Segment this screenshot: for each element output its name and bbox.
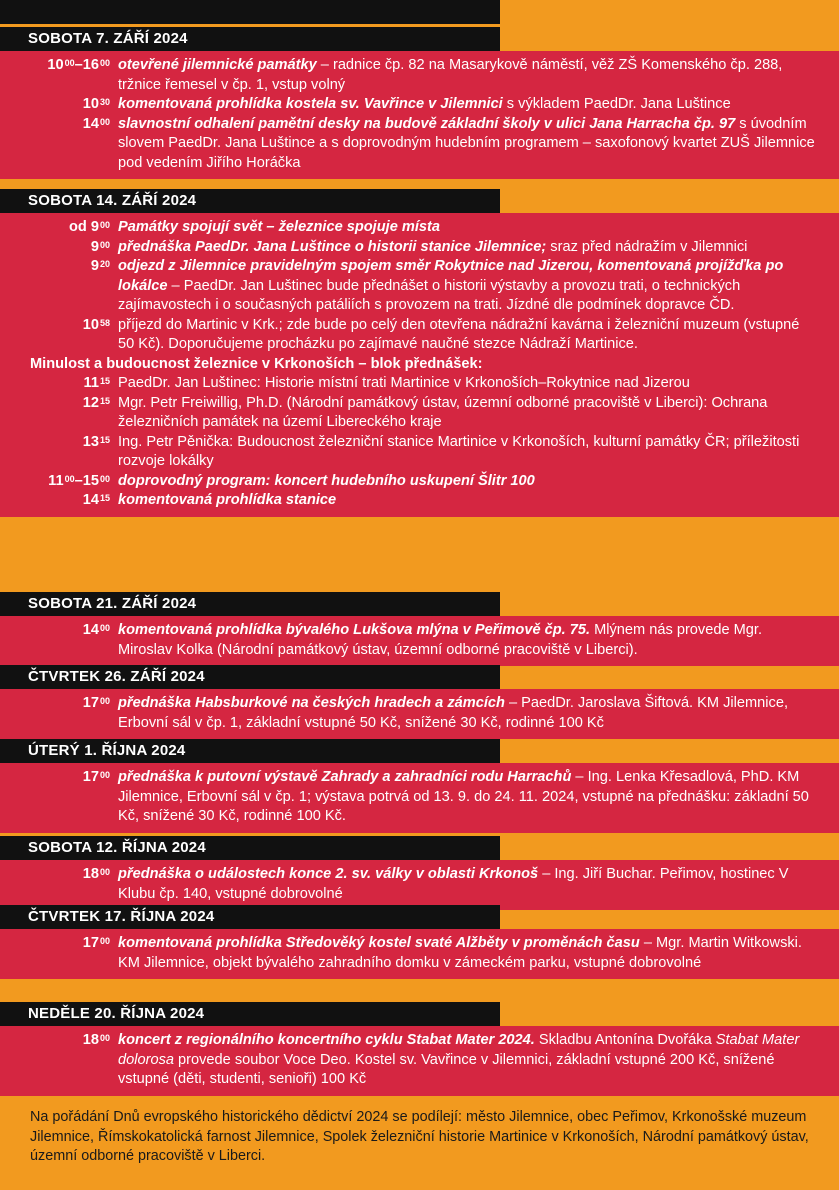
event-title: komentovaná prohlídka stanice [118, 492, 337, 508]
event-text [118, 115, 839, 174]
event-row [0, 433, 839, 472]
event-work-title: Stabat Mater dolorosa [118, 1032, 800, 1068]
day-events [0, 51, 839, 179]
time-minutes: 00 [64, 58, 75, 68]
event-title: doprovodný program: koncert hudebního uskupení Šlitr 100 [118, 472, 535, 489]
day-header: ÚTERÝ 1. ŘÍJNA 2024 [0, 739, 500, 763]
time-minutes: 00 [99, 220, 110, 230]
event-details: – Mgr. Martin Witkowski. KM Jilemnice, objekt bývalého zahradního domku v zámeckém parku, vstupné dobrovolné [118, 935, 802, 971]
day-section [0, 189, 839, 517]
time-minutes: 00 [99, 1033, 110, 1043]
event-text [118, 491, 839, 511]
event-time [0, 115, 118, 174]
event-details: – Ing. Lenka Křesadlová, PhD. KM Jilemnice, Erbovní sál v čp. 1; výstava potrvá od 13. 9. do 24. 11. 2024, vstupné na přednášku: základní 50 Kč, snížené 30 Kč, rodinné 100 Kč. [118, 769, 809, 824]
event-text [118, 768, 839, 827]
event-row [0, 694, 839, 733]
event-details: – PaedDr. Jaroslava Šiftová. KM Jilemnice, Erbovní sál v čp. 1, základní vstupné 50 Kč, snížené 30 Kč, rodinné 100 Kč [118, 695, 788, 731]
time-hour: 10 [47, 57, 64, 73]
day-section [0, 836, 839, 910]
event-row [0, 316, 839, 355]
event-text [118, 621, 839, 660]
event-row [0, 491, 839, 511]
day-header: NEDĚLE 20. ŘÍJNA 2024 [0, 1002, 500, 1026]
event-row [0, 115, 839, 174]
top-black-block [0, 0, 500, 24]
time-hour: 18 [82, 1032, 99, 1048]
time-hour: 17 [82, 769, 99, 785]
event-details: Mgr. Petr Freiwillig, Ph.D. (Národní památkový ústav, územní odborné pracoviště v Liberci): Ochrana železničních památek na území Libereckého kraje [118, 394, 768, 430]
event-time [0, 374, 118, 394]
event-time [0, 433, 118, 472]
event-time [0, 95, 118, 115]
time-minutes: 00 [99, 623, 110, 633]
event-row [0, 934, 839, 973]
time-hour: 17 [82, 695, 99, 711]
day-section [0, 905, 839, 979]
event-title: komentovaná prohlídka kostela sv. Vavřince v Jilemnici [118, 96, 503, 112]
event-title: odjezd z Jilemnice pravidelným spojem směr Rokytnice nad Jizerou, komentovaná projížďka po lokálce [118, 258, 784, 294]
event-time [0, 934, 118, 973]
event-row [0, 95, 839, 115]
event-time [0, 1031, 118, 1090]
event-details: s úvodním slovem PaedDr. Jana Luštince a s doprovodným hudebním programem – saxofonový kvartet ZUŠ Jilemnice pod vedením Jiřího Horáčka [118, 115, 815, 171]
day-section [0, 1002, 839, 1096]
day-section [0, 27, 839, 179]
time-minutes: 58 [99, 317, 110, 328]
time-minutes: 30 [99, 97, 110, 107]
time-minutes: 00 [99, 239, 110, 250]
lecture-block-title: Minulost a budoucnost železnice v Krkonoších – blok přednášek: [30, 355, 483, 372]
event-text [118, 95, 839, 115]
time-hour: 10 [82, 96, 99, 112]
event-text [118, 316, 839, 355]
event-text [118, 374, 839, 394]
time-end-minutes: 00 [99, 58, 110, 68]
time-end-hour: –15 [74, 472, 99, 489]
time-hour: 12 [82, 394, 99, 411]
time-minutes: 00 [99, 696, 110, 706]
time-hour: 14 [82, 115, 99, 132]
time-hour: 13 [82, 433, 99, 450]
event-text [118, 218, 839, 238]
time-minutes: 00 [99, 116, 110, 127]
event-details: sraz před nádražím v Jilemnici [546, 238, 748, 255]
event-title: koncert z regionálního koncertního cyklu Stabat Mater 2024. [118, 1032, 535, 1048]
time-end-hour: –16 [74, 57, 99, 73]
event-row [0, 257, 839, 316]
event-time [0, 238, 118, 258]
day-events [0, 1026, 839, 1096]
time-minutes: 00 [64, 473, 75, 484]
event-text [118, 56, 839, 95]
event-time [0, 694, 118, 733]
time-minutes: 15 [99, 434, 110, 445]
event-details: příjezd do Martinic v Krk.; zde bude po celý den otevřena nádražní kavárna i železniční muzeum (vstupné 50 Kč). Doporučujeme procházku po zajímavé naučné stezce Nádraží Martinice. [118, 316, 800, 352]
event-details: – PaedDr. Jan Luštinec bude přednášet o historii výstavby a provozu trati, o technických zajímavostech i o současných patáliích s provozem na trati. Jízdné dle podmínek dopravce ČD. [118, 277, 741, 313]
day-section [0, 592, 839, 666]
event-time [0, 472, 118, 492]
time-hour: 9 [90, 238, 99, 255]
time-hour: 14 [82, 622, 99, 638]
event-text [118, 472, 839, 492]
day-section [0, 665, 839, 739]
event-row [0, 768, 839, 827]
event-text [118, 394, 839, 433]
day-events [0, 689, 839, 739]
event-details: – Ing. Jiří Buchar. Peřimov, hostinec V Klubu čp. 140, vstupné dobrovolné [118, 866, 789, 902]
event-title: slavnostní odhalení pamětní desky na budově základní školy v ulici Jana Harracha čp. 97 [118, 115, 736, 132]
event-details: Mlýnem nás provede Mgr. Miroslav Kolka (Národní památkový ústav, územní odborné pracoviště v Liberci). [118, 622, 763, 658]
event-row [0, 394, 839, 433]
time-minutes: 15 [99, 395, 110, 406]
event-row [0, 374, 839, 394]
event-details-more: provede soubor Voce Deo. Kostel sv. Vavřince v Jilemnici, základní vstupné 200 Kč, snížené vstupné (děti, studenti, senioři) 100 Kč [118, 1051, 775, 1087]
time-hour: od 9 [68, 219, 99, 235]
time-hour: 18 [82, 866, 99, 882]
time-minutes: 00 [99, 936, 110, 946]
time-hour: 11 [83, 375, 99, 391]
time-hour: 17 [82, 935, 99, 951]
day-events [0, 860, 839, 910]
event-time [0, 316, 118, 355]
time-hour: 9 [90, 258, 99, 274]
event-text [118, 257, 839, 316]
day-events [0, 213, 839, 517]
event-row [0, 238, 839, 258]
time-minutes: 20 [99, 259, 110, 269]
event-text [118, 865, 839, 904]
event-time [0, 257, 118, 316]
event-row [0, 621, 839, 660]
event-text [118, 694, 839, 733]
event-row [0, 1031, 839, 1090]
event-time [0, 491, 118, 511]
event-title: přednáška k putovní výstavě Zahrady a zahradníci rodu Harrachů [118, 769, 572, 785]
event-title: komentovaná prohlídka bývalého Lukšova mlýna v Peřimově čp. 75. [118, 622, 591, 638]
day-header: SOBOTA 7. ZÁŘÍ 2024 [0, 27, 500, 51]
event-time [0, 768, 118, 827]
event-time [0, 394, 118, 433]
time-end-minutes: 00 [99, 473, 110, 484]
event-title: přednáška Habsburkové na českých hradech a zámcích [118, 695, 505, 711]
event-details: PaedDr. Jan Luštinec: Historie místní trati Martinice v Krkonoších–Rokytnice nad Jizerou [118, 375, 690, 391]
event-details: Ing. Petr Pěnička: Budoucnost železniční stanice Martinice v Krkonoších, kulturní památky ČR; příležitosti rozvoje lokálky [118, 433, 800, 469]
day-section [0, 739, 839, 833]
event-row [0, 865, 839, 904]
time-hour: 11 [48, 472, 64, 489]
day-events [0, 929, 839, 979]
event-title: přednáška PaedDr. Jana Luštince o historii stanice Jilemnice; [118, 238, 547, 255]
event-text [118, 934, 839, 973]
event-title: komentovaná prohlídka Středověký kostel svaté Alžběty v proměnách času [118, 935, 640, 951]
event-text [118, 1031, 839, 1090]
event-time [0, 56, 118, 95]
event-time [0, 865, 118, 904]
footer-note: Na pořádání Dnů evropského historického dědictví 2024 se podílejí: město Jilemnice, obec Peřimov, Krkonošské muzeum Jilemnice, Římskokatolická farnost Jilemnice, Spolek železniční historie Martinice v Krkonoších, Národní památkový ústav, územní odborné pracoviště v Liberci. [30, 1109, 809, 1164]
event-details: – radnice čp. 82 na Masarykově náměstí, věž ZŠ Komenského čp. 288, tržnice řemesel v čp. 1, vstup volný [118, 57, 783, 93]
time-hour: 10 [82, 316, 99, 333]
day-header: SOBOTA 14. ZÁŘÍ 2024 [0, 189, 500, 213]
day-events [0, 763, 839, 833]
day-header: SOBOTA 21. ZÁŘÍ 2024 [0, 592, 500, 616]
day-header: ČTVRTEK 26. ZÁŘÍ 2024 [0, 665, 500, 689]
time-minutes: 00 [99, 770, 110, 780]
event-title: Památky spojují svět – železnice spojuje místa [118, 219, 441, 235]
event-text [118, 433, 839, 472]
event-title: přednáška o událostech konce 2. sv. války v oblasti Krkonoš [118, 866, 539, 882]
event-row [0, 472, 839, 492]
time-hour: 14 [82, 492, 99, 508]
event-text [118, 238, 839, 258]
event-time [0, 621, 118, 660]
day-events [0, 616, 839, 666]
event-row [0, 56, 839, 95]
event-title: otevřené jilemnické památky [118, 57, 317, 73]
event-time [0, 218, 118, 238]
day-header: ČTVRTEK 17. ŘÍJNA 2024 [0, 905, 500, 929]
time-minutes: 15 [99, 376, 110, 386]
event-row [0, 218, 839, 238]
event-details: Skladbu Antonína Dvořáka [534, 1032, 716, 1048]
time-minutes: 00 [99, 867, 110, 877]
day-header: SOBOTA 12. ŘÍJNA 2024 [0, 836, 500, 860]
event-details: s výkladem PaedDr. Jana Luštince [502, 96, 731, 112]
time-minutes: 15 [99, 493, 110, 503]
